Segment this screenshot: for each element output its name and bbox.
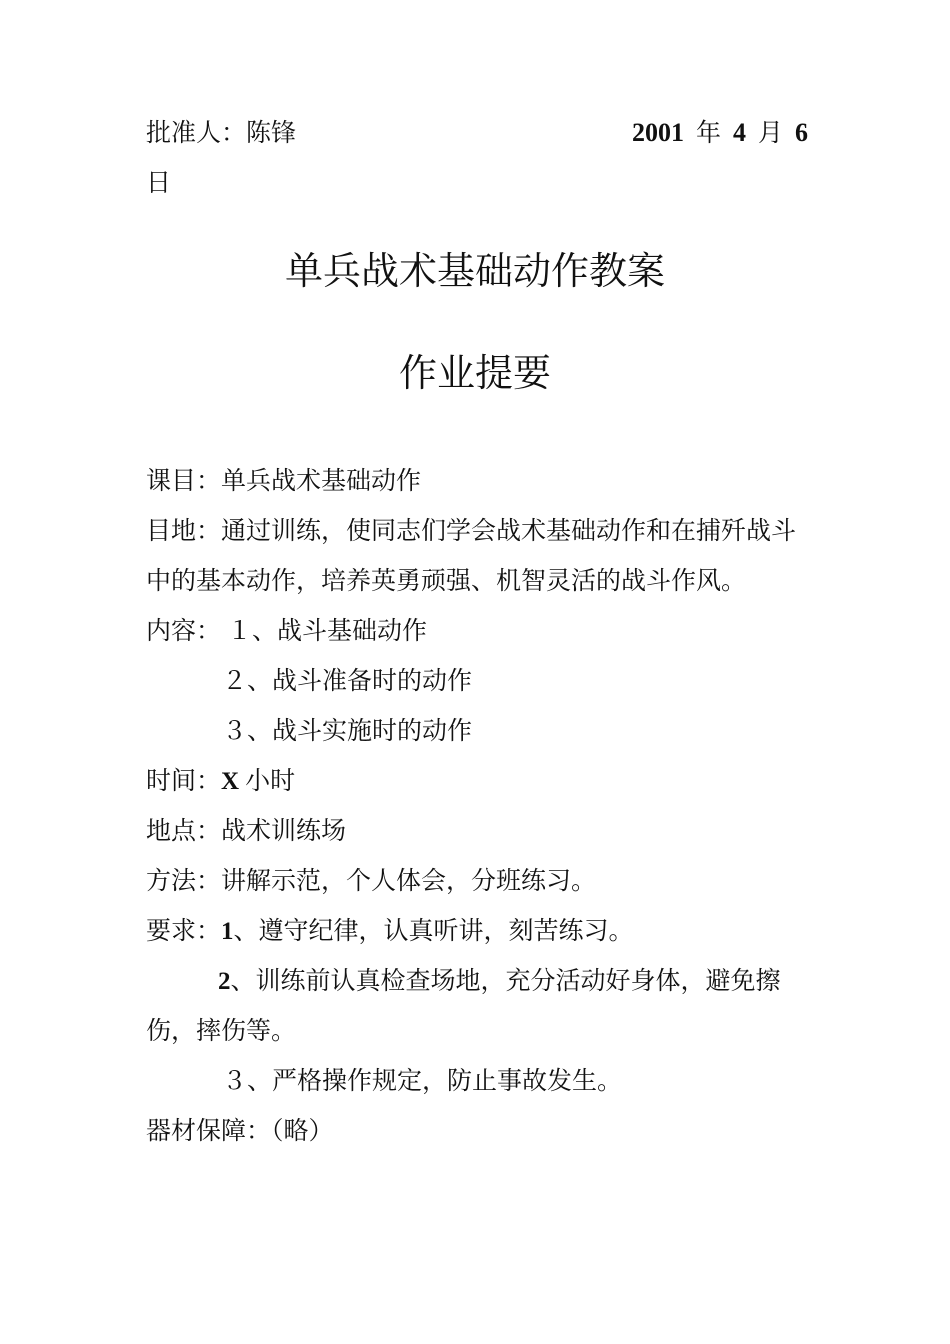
- purpose-line-2: 中的基本动作，培养英勇顽强、机智灵活的战斗作风。: [146, 566, 747, 595]
- time-value: X: [221, 768, 240, 795]
- requirement-2-num: 2: [218, 968, 231, 995]
- date-day-char: 日: [146, 168, 172, 197]
- date-year-char: 年: [696, 118, 722, 147]
- place-line: 地点：战术训练场: [146, 816, 347, 845]
- requirement-1-num: 1: [221, 918, 234, 945]
- time-label: 时间：: [146, 766, 222, 795]
- method-line: 方法：讲解示范，个人体会，分班练习。: [146, 866, 597, 895]
- subject-line: 课目：单兵战术基础动作: [146, 466, 422, 495]
- content-item: ２、战斗准备时的动作: [222, 666, 473, 695]
- requirements-label: 要求：: [146, 916, 222, 945]
- time-unit: 小时: [245, 766, 296, 795]
- date-year: 2001: [632, 118, 684, 147]
- content-row-1: [146, 616, 427, 646]
- requirement-3: ３、严格操作规定，防止事故发生。: [222, 1066, 623, 1095]
- date-month: 4: [733, 118, 747, 147]
- purpose-line-1: 目地：通过训练，使同志们学会战术基础动作和在捕歼战斗: [146, 516, 797, 545]
- requirement-2-line-2: 伤，摔伤等。: [146, 1016, 297, 1045]
- requirement-2-text: 、训练前认真检查场地，充分活动好身体，避免擦: [230, 966, 781, 995]
- content-item: １、战斗基础动作: [227, 616, 428, 645]
- requirement-1: [146, 916, 634, 947]
- requirement-2-line-1: [218, 966, 781, 997]
- time-line: [146, 766, 295, 797]
- approver-line: 批准人：陈锋: [146, 118, 297, 147]
- date-month-char: 月: [758, 118, 784, 147]
- equipment-line: 器材保障：（略）: [146, 1116, 334, 1145]
- content-item: ３、战斗实施时的动作: [222, 716, 473, 745]
- approval-date: [632, 118, 808, 148]
- content-label: 内容：: [146, 616, 222, 645]
- date-day: 6: [795, 118, 809, 147]
- requirement-1-text: 、遵守纪律，认真听讲，刻苦练习。: [233, 916, 634, 945]
- document-subtitle: 作业提要: [398, 351, 551, 395]
- document-title: 单兵战术基础动作教案: [284, 249, 665, 293]
